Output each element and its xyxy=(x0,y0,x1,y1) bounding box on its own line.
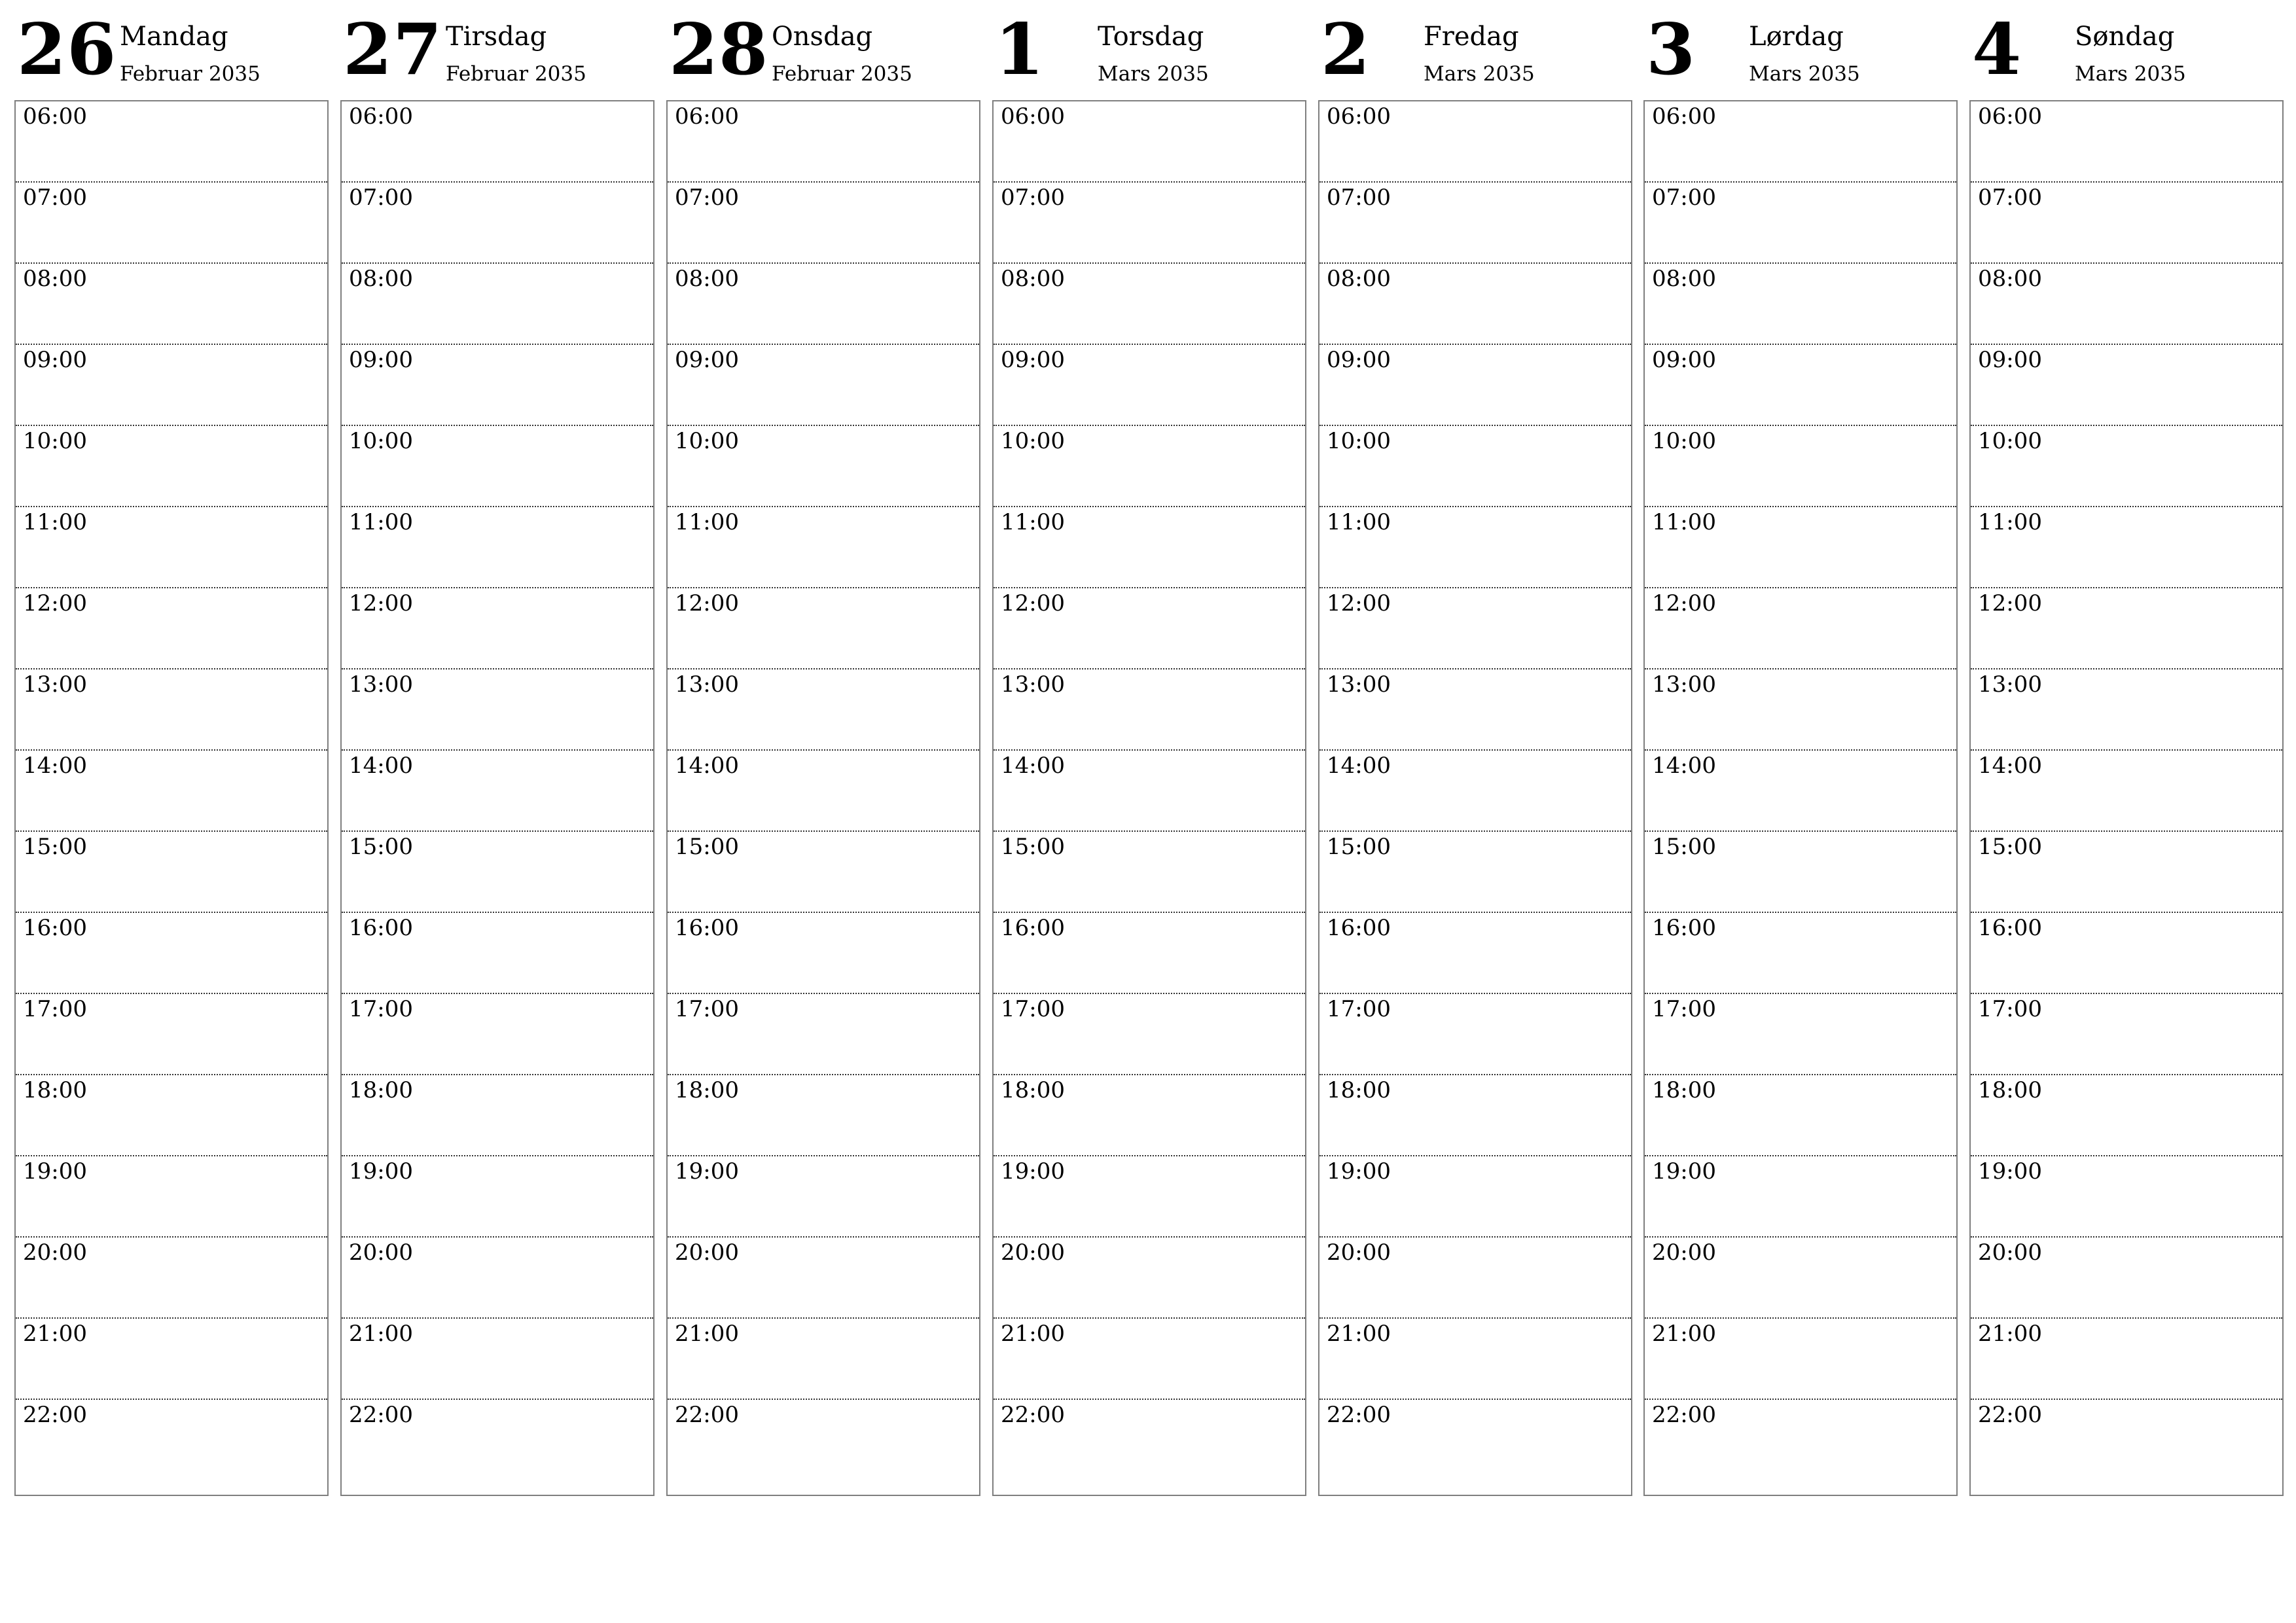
time-slot[interactable] xyxy=(668,101,979,183)
time-slot[interactable] xyxy=(668,1075,979,1156)
time-label: 17:00 xyxy=(23,996,87,1022)
time-label: 08:00 xyxy=(349,266,413,292)
time-slot[interactable] xyxy=(16,1156,327,1238)
time-slot[interactable] xyxy=(16,1319,327,1400)
time-slot[interactable] xyxy=(1319,507,1631,588)
time-label: 08:00 xyxy=(1652,266,1716,292)
time-label: 08:00 xyxy=(1327,266,1391,292)
time-label: 14:00 xyxy=(1652,753,1716,779)
time-slot[interactable] xyxy=(1319,751,1631,832)
time-slot[interactable] xyxy=(342,1075,653,1156)
time-label: 10:00 xyxy=(1001,428,1065,454)
time-slot[interactable] xyxy=(342,669,653,751)
time-label: 16:00 xyxy=(1978,915,2042,941)
weekday-label: Søndag xyxy=(2075,22,2175,52)
time-slot[interactable] xyxy=(994,913,1305,994)
time-slot[interactable] xyxy=(16,1238,327,1319)
time-label: 15:00 xyxy=(349,834,413,860)
time-label: 09:00 xyxy=(1978,347,2042,373)
time-label: 22:00 xyxy=(1652,1402,1716,1428)
time-slot[interactable] xyxy=(16,588,327,669)
month-year-label: Mars 2035 xyxy=(1098,62,1209,86)
time-slot[interactable] xyxy=(994,1238,1305,1319)
day-column xyxy=(1969,0,2284,1428)
time-slot[interactable] xyxy=(342,913,653,994)
time-slot[interactable] xyxy=(994,101,1305,183)
time-slot[interactable] xyxy=(1971,264,2282,345)
time-slot[interactable] xyxy=(1319,1238,1631,1319)
day-column xyxy=(1318,0,1632,1428)
time-label: 20:00 xyxy=(1001,1240,1065,1266)
time-label: 17:00 xyxy=(349,996,413,1022)
time-label: 13:00 xyxy=(1652,671,1716,698)
time-slot[interactable] xyxy=(668,1319,979,1400)
time-slot[interactable] xyxy=(668,183,979,264)
time-slot[interactable] xyxy=(342,101,653,183)
time-slot[interactable] xyxy=(1971,1075,2282,1156)
time-slot[interactable] xyxy=(668,426,979,507)
time-label: 14:00 xyxy=(675,753,739,779)
time-label: 09:00 xyxy=(1652,347,1716,373)
time-slot[interactable] xyxy=(1645,345,1956,426)
time-slot[interactable] xyxy=(1645,264,1956,345)
time-label: 06:00 xyxy=(23,103,87,130)
time-slot[interactable] xyxy=(1645,832,1956,913)
time-slot[interactable] xyxy=(342,426,653,507)
day-header xyxy=(1318,0,1632,100)
time-slot[interactable] xyxy=(1645,669,1956,751)
time-slot[interactable] xyxy=(342,751,653,832)
time-label: 18:00 xyxy=(1978,1077,2042,1103)
time-slot[interactable] xyxy=(16,426,327,507)
time-slot[interactable] xyxy=(1971,345,2282,426)
time-label: 18:00 xyxy=(1001,1077,1065,1103)
time-slot[interactable] xyxy=(994,588,1305,669)
time-slot[interactable] xyxy=(1645,1156,1956,1238)
time-slot[interactable] xyxy=(668,751,979,832)
time-label: 20:00 xyxy=(675,1240,739,1266)
time-slot[interactable] xyxy=(1645,1319,1956,1400)
time-label: 12:00 xyxy=(1327,590,1391,616)
time-label: 09:00 xyxy=(23,347,87,373)
day-header xyxy=(340,0,655,100)
time-label: 12:00 xyxy=(1978,590,2042,616)
time-slot[interactable] xyxy=(1319,264,1631,345)
time-slot[interactable] xyxy=(994,751,1305,832)
day-header xyxy=(1643,0,1958,100)
day-number: 4 xyxy=(1972,9,2022,91)
day-header xyxy=(1969,0,2284,100)
time-slot[interactable] xyxy=(1645,994,1956,1075)
time-label: 15:00 xyxy=(1978,834,2042,860)
time-slot[interactable] xyxy=(1319,426,1631,507)
time-slot[interactable] xyxy=(1319,588,1631,669)
time-label: 19:00 xyxy=(1978,1158,2042,1185)
day-schedule-box xyxy=(1643,100,1958,1496)
day-number: 1 xyxy=(995,9,1045,91)
time-label: 18:00 xyxy=(675,1077,739,1103)
time-slot[interactable] xyxy=(342,1400,653,1481)
time-label: 20:00 xyxy=(1327,1240,1391,1266)
time-slot[interactable] xyxy=(994,669,1305,751)
time-label: 08:00 xyxy=(23,266,87,292)
time-slot[interactable] xyxy=(1319,913,1631,994)
time-label: 08:00 xyxy=(1978,266,2042,292)
month-year-label: Februar 2035 xyxy=(772,62,912,86)
month-year-label: Februar 2035 xyxy=(446,62,586,86)
time-label: 19:00 xyxy=(675,1158,739,1185)
time-slot[interactable] xyxy=(16,264,327,345)
time-label: 17:00 xyxy=(1327,996,1391,1022)
weekday-label: Torsdag xyxy=(1098,22,1204,52)
weekday-label: Mandag xyxy=(120,22,228,52)
time-label: 12:00 xyxy=(349,590,413,616)
time-label: 15:00 xyxy=(1001,834,1065,860)
day-number: 28 xyxy=(669,9,769,91)
time-slot[interactable] xyxy=(994,1075,1305,1156)
time-slot[interactable] xyxy=(1319,669,1631,751)
time-label: 06:00 xyxy=(1652,103,1716,130)
time-label: 21:00 xyxy=(349,1321,413,1347)
time-label: 11:00 xyxy=(1001,509,1065,535)
time-label: 22:00 xyxy=(675,1402,739,1428)
time-label: 07:00 xyxy=(23,185,87,211)
month-year-label: Februar 2035 xyxy=(120,62,260,86)
time-slot[interactable] xyxy=(668,1238,979,1319)
time-label: 21:00 xyxy=(1978,1321,2042,1347)
time-label: 17:00 xyxy=(1001,996,1065,1022)
time-label: 11:00 xyxy=(1978,509,2042,535)
time-label: 14:00 xyxy=(1001,753,1065,779)
time-slot[interactable] xyxy=(1319,1156,1631,1238)
time-slot[interactable] xyxy=(16,101,327,183)
time-label: 11:00 xyxy=(1652,509,1716,535)
time-label: 14:00 xyxy=(1978,753,2042,779)
time-slot[interactable] xyxy=(16,751,327,832)
time-label: 22:00 xyxy=(1978,1402,2042,1428)
time-label: 06:00 xyxy=(349,103,413,130)
time-slot[interactable] xyxy=(994,1156,1305,1238)
time-slot[interactable] xyxy=(16,345,327,426)
time-slot[interactable] xyxy=(994,183,1305,264)
time-label: 09:00 xyxy=(1001,347,1065,373)
time-slot[interactable] xyxy=(16,507,327,588)
time-slot[interactable] xyxy=(1971,994,2282,1075)
time-slot[interactable] xyxy=(1319,1400,1631,1481)
day-header xyxy=(992,0,1306,100)
time-label: 22:00 xyxy=(349,1402,413,1428)
time-slot[interactable] xyxy=(1971,588,2282,669)
time-label: 13:00 xyxy=(1978,671,2042,698)
time-slot[interactable] xyxy=(342,1319,653,1400)
time-label: 19:00 xyxy=(1001,1158,1065,1185)
time-label: 08:00 xyxy=(675,266,739,292)
time-slot[interactable] xyxy=(342,264,653,345)
time-label: 06:00 xyxy=(1978,103,2042,130)
day-column xyxy=(666,0,980,1428)
weekday-label: Lørdag xyxy=(1749,22,1844,52)
time-label: 13:00 xyxy=(1001,671,1065,698)
time-label: 10:00 xyxy=(1327,428,1391,454)
time-label: 12:00 xyxy=(1652,590,1716,616)
time-slot[interactable] xyxy=(1319,1075,1631,1156)
time-label: 06:00 xyxy=(1327,103,1391,130)
time-slot[interactable] xyxy=(668,345,979,426)
time-label: 10:00 xyxy=(1978,428,2042,454)
time-label: 09:00 xyxy=(675,347,739,373)
time-label: 08:00 xyxy=(1001,266,1065,292)
day-schedule-box xyxy=(666,100,980,1496)
time-label: 16:00 xyxy=(1652,915,1716,941)
time-label: 06:00 xyxy=(1001,103,1065,130)
time-label: 16:00 xyxy=(1001,915,1065,941)
time-slot[interactable] xyxy=(668,832,979,913)
time-slot[interactable] xyxy=(994,832,1305,913)
time-label: 07:00 xyxy=(1001,185,1065,211)
day-number: 26 xyxy=(17,9,117,91)
month-year-label: Mars 2035 xyxy=(2075,62,2186,86)
time-label: 12:00 xyxy=(1001,590,1065,616)
time-label: 07:00 xyxy=(349,185,413,211)
time-slot[interactable] xyxy=(1971,1238,2282,1319)
time-slot[interactable] xyxy=(668,913,979,994)
time-label: 17:00 xyxy=(1652,996,1716,1022)
time-label: 13:00 xyxy=(675,671,739,698)
time-slot[interactable] xyxy=(1319,832,1631,913)
time-label: 09:00 xyxy=(1327,347,1391,373)
time-label: 14:00 xyxy=(23,753,87,779)
day-schedule-box xyxy=(1969,100,2284,1496)
time-label: 14:00 xyxy=(1327,753,1391,779)
time-slot[interactable] xyxy=(1645,183,1956,264)
weekday-label: Fredag xyxy=(1424,22,1519,52)
time-slot[interactable] xyxy=(342,345,653,426)
time-label: 18:00 xyxy=(1652,1077,1716,1103)
time-slot[interactable] xyxy=(1319,345,1631,426)
time-slot[interactable] xyxy=(994,994,1305,1075)
time-slot[interactable] xyxy=(668,1400,979,1481)
time-slot[interactable] xyxy=(994,264,1305,345)
time-slot[interactable] xyxy=(668,1156,979,1238)
time-label: 07:00 xyxy=(1978,185,2042,211)
time-label: 22:00 xyxy=(23,1402,87,1428)
time-slot[interactable] xyxy=(1971,669,2282,751)
time-label: 22:00 xyxy=(1001,1402,1065,1428)
day-number: 3 xyxy=(1646,9,1696,91)
time-label: 15:00 xyxy=(1652,834,1716,860)
time-label: 19:00 xyxy=(349,1158,413,1185)
time-slot[interactable] xyxy=(1971,1319,2282,1400)
time-label: 12:00 xyxy=(675,590,739,616)
time-label: 20:00 xyxy=(23,1240,87,1266)
weekday-label: Tirsdag xyxy=(446,22,547,52)
time-slot[interactable] xyxy=(1645,751,1956,832)
time-slot[interactable] xyxy=(16,994,327,1075)
time-slot[interactable] xyxy=(668,994,979,1075)
time-label: 16:00 xyxy=(349,915,413,941)
time-label: 15:00 xyxy=(675,834,739,860)
time-label: 12:00 xyxy=(23,590,87,616)
time-slot[interactable] xyxy=(1319,183,1631,264)
time-label: 15:00 xyxy=(1327,834,1391,860)
time-slot[interactable] xyxy=(342,1156,653,1238)
time-label: 10:00 xyxy=(23,428,87,454)
day-schedule-box xyxy=(1318,100,1632,1496)
weekday-label: Onsdag xyxy=(772,22,873,52)
time-slot[interactable] xyxy=(1971,101,2282,183)
time-slot[interactable] xyxy=(994,507,1305,588)
day-column xyxy=(340,0,655,1428)
time-slot[interactable] xyxy=(16,1075,327,1156)
time-slot[interactable] xyxy=(1319,1319,1631,1400)
time-label: 21:00 xyxy=(675,1321,739,1347)
time-label: 21:00 xyxy=(1327,1321,1391,1347)
day-number: 27 xyxy=(343,9,443,91)
time-label: 10:00 xyxy=(349,428,413,454)
time-label: 16:00 xyxy=(1327,915,1391,941)
time-slot[interactable] xyxy=(1971,183,2282,264)
time-label: 07:00 xyxy=(1652,185,1716,211)
time-slot[interactable] xyxy=(1645,588,1956,669)
time-slot[interactable] xyxy=(1645,426,1956,507)
time-label: 20:00 xyxy=(1978,1240,2042,1266)
time-slot[interactable] xyxy=(668,264,979,345)
time-label: 17:00 xyxy=(1978,996,2042,1022)
time-slot[interactable] xyxy=(668,588,979,669)
time-label: 13:00 xyxy=(23,671,87,698)
time-slot[interactable] xyxy=(1971,1156,2282,1238)
time-label: 20:00 xyxy=(1652,1240,1716,1266)
time-slot[interactable] xyxy=(342,832,653,913)
time-label: 19:00 xyxy=(1327,1158,1391,1185)
time-slot[interactable] xyxy=(1971,913,2282,994)
time-slot[interactable] xyxy=(1971,832,2282,913)
time-slot[interactable] xyxy=(1319,101,1631,183)
time-slot[interactable] xyxy=(342,507,653,588)
time-label: 20:00 xyxy=(349,1240,413,1266)
time-label: 11:00 xyxy=(1327,509,1391,535)
time-slot[interactable] xyxy=(16,183,327,264)
time-slot[interactable] xyxy=(1645,1400,1956,1481)
time-label: 06:00 xyxy=(675,103,739,130)
time-slot[interactable] xyxy=(668,507,979,588)
time-slot[interactable] xyxy=(994,345,1305,426)
time-label: 13:00 xyxy=(1327,671,1391,698)
time-slot[interactable] xyxy=(342,588,653,669)
time-slot[interactable] xyxy=(1645,913,1956,994)
time-slot[interactable] xyxy=(1971,1400,2282,1481)
time-slot[interactable] xyxy=(1645,1075,1956,1156)
time-label: 11:00 xyxy=(675,509,739,535)
time-slot[interactable] xyxy=(342,1238,653,1319)
time-slot[interactable] xyxy=(668,669,979,751)
day-column xyxy=(992,0,1306,1428)
time-slot[interactable] xyxy=(1645,101,1956,183)
time-label: 10:00 xyxy=(675,428,739,454)
time-slot[interactable] xyxy=(342,183,653,264)
time-slot[interactable] xyxy=(1971,507,2282,588)
month-year-label: Mars 2035 xyxy=(1749,62,1860,86)
day-schedule-box xyxy=(992,100,1306,1496)
time-slot[interactable] xyxy=(1319,994,1631,1075)
time-slot[interactable] xyxy=(342,994,653,1075)
time-slot[interactable] xyxy=(16,1400,327,1481)
time-slot[interactable] xyxy=(16,832,327,913)
time-slot[interactable] xyxy=(1971,751,2282,832)
month-year-label: Mars 2035 xyxy=(1424,62,1535,86)
time-label: 18:00 xyxy=(349,1077,413,1103)
time-slot[interactable] xyxy=(994,1400,1305,1481)
time-label: 09:00 xyxy=(349,347,413,373)
time-label: 14:00 xyxy=(349,753,413,779)
day-number: 2 xyxy=(1321,9,1371,91)
time-label: 15:00 xyxy=(23,834,87,860)
time-label: 11:00 xyxy=(23,509,87,535)
day-column xyxy=(14,0,329,1428)
time-label: 19:00 xyxy=(23,1158,87,1185)
time-label: 11:00 xyxy=(349,509,413,535)
time-label: 18:00 xyxy=(1327,1077,1391,1103)
time-label: 16:00 xyxy=(23,915,87,941)
day-column xyxy=(1643,0,1958,1428)
time-slot[interactable] xyxy=(994,426,1305,507)
time-slot[interactable] xyxy=(16,669,327,751)
day-schedule-box xyxy=(14,100,329,1496)
time-slot[interactable] xyxy=(994,1319,1305,1400)
time-label: 10:00 xyxy=(1652,428,1716,454)
time-label: 07:00 xyxy=(1327,185,1391,211)
day-header xyxy=(14,0,329,100)
time-label: 17:00 xyxy=(675,996,739,1022)
time-slot[interactable] xyxy=(1645,1238,1956,1319)
time-label: 19:00 xyxy=(1652,1158,1716,1185)
time-label: 13:00 xyxy=(349,671,413,698)
time-label: 16:00 xyxy=(675,915,739,941)
time-label: 21:00 xyxy=(1652,1321,1716,1347)
time-slot[interactable] xyxy=(1645,507,1956,588)
time-slot[interactable] xyxy=(16,913,327,994)
time-slot[interactable] xyxy=(1971,426,2282,507)
time-label: 21:00 xyxy=(1001,1321,1065,1347)
time-label: 22:00 xyxy=(1327,1402,1391,1428)
time-label: 21:00 xyxy=(23,1321,87,1347)
time-label: 18:00 xyxy=(23,1077,87,1103)
time-label: 07:00 xyxy=(675,185,739,211)
day-header xyxy=(666,0,980,100)
day-schedule-box xyxy=(340,100,655,1496)
